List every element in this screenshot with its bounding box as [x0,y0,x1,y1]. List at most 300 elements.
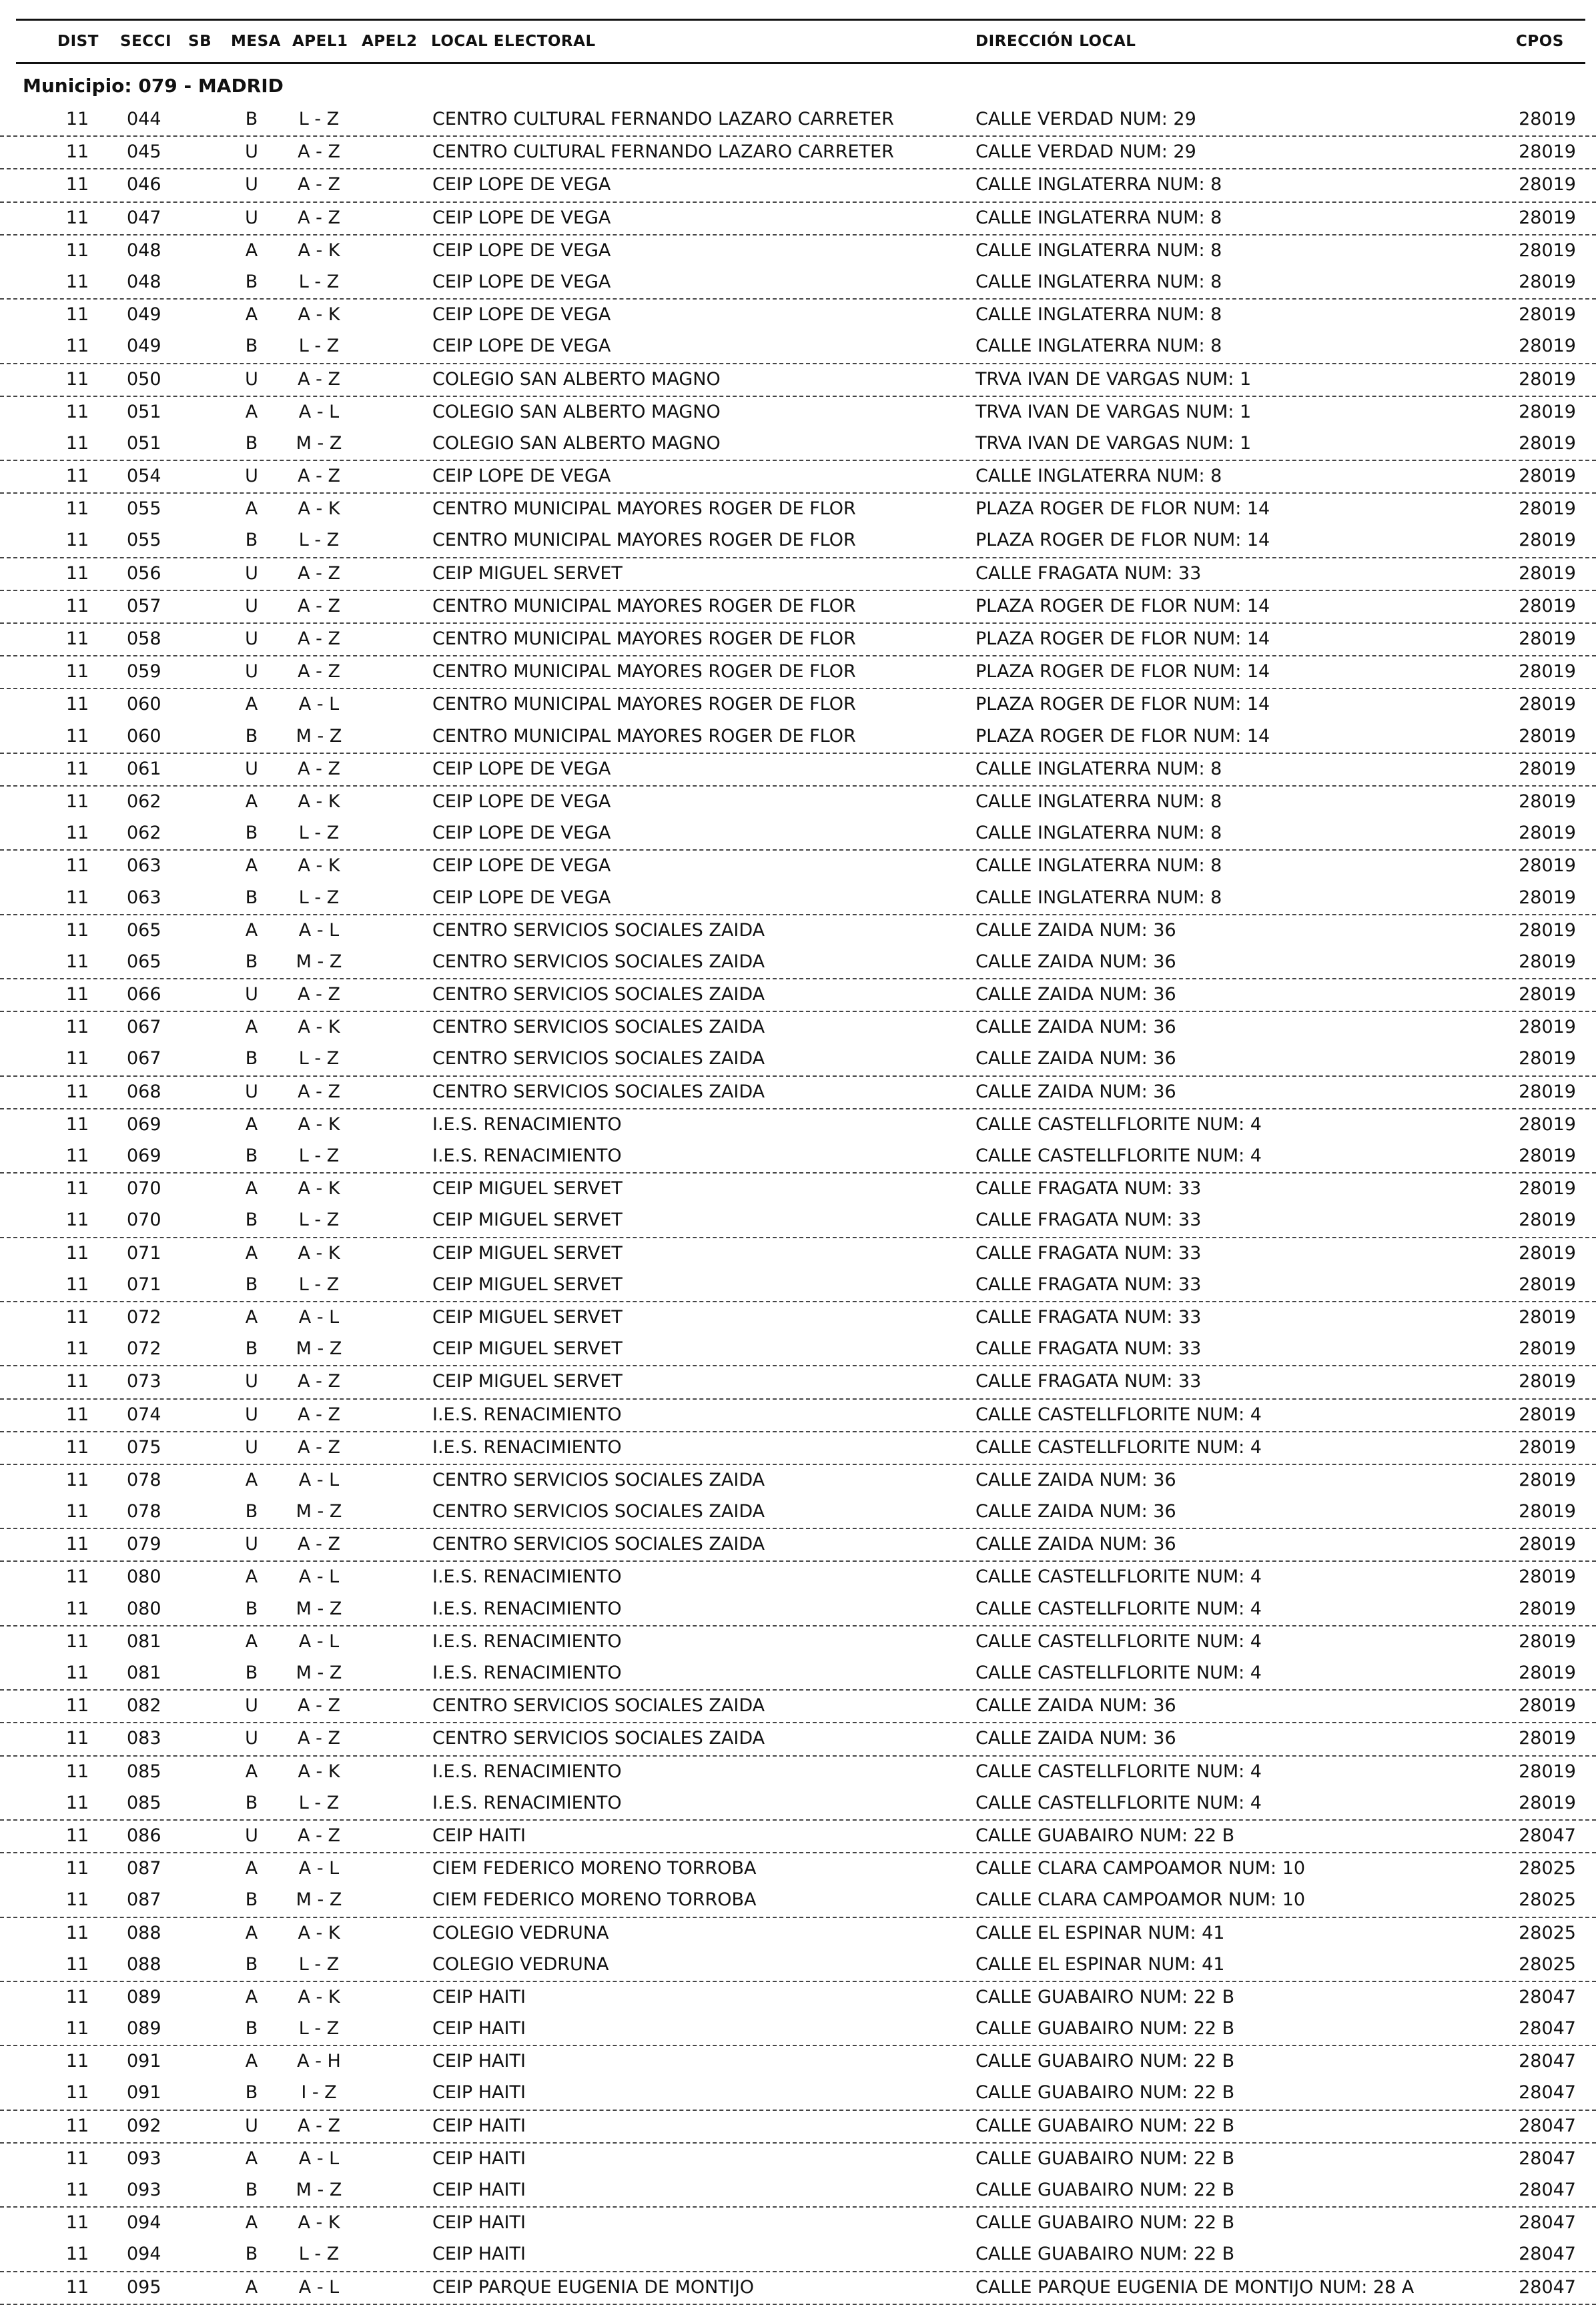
table-row [0,851,1596,882]
cell-apel: A - K [298,1113,340,1135]
cell-dist: 11 [65,855,89,877]
cell-direccion: CALLE CASTELLFLORITE NUM: 4 [975,1598,1262,1619]
table-row [0,1174,1596,1205]
cell-apel: L - Z [298,1274,340,1295]
cell-secci: 050 [127,368,161,390]
cell-cpos: 28025 [1519,1889,1576,1911]
cell-mesa: U [245,984,258,1005]
cell-local: I.E.S. RENACIMIENTO [432,1761,622,1782]
cell-cpos: 28019 [1519,1113,1576,1135]
cell-direccion: PLAZA ROGER DE FLOR NUM: 14 [975,628,1270,649]
table-row [0,267,1596,300]
cell-mesa: B [245,1953,258,1975]
cell-apel: M - Z [296,432,342,454]
cell-dist: 11 [65,401,89,422]
table-row [0,1723,1596,1756]
cell-apel: L - Z [298,1048,340,1069]
cell-secci: 062 [127,791,161,812]
cell-local: CEIP HAITI [432,2180,526,2200]
cell-direccion: CALLE INGLATERRA NUM: 8 [975,758,1222,779]
cell-mesa: U [245,1371,258,1392]
cell-secci: 069 [127,1113,161,1135]
cell-local: CENTRO SERVICIOS SOCIALES ZAIDA [432,1081,765,1102]
table-row [0,1496,1596,1529]
cell-dist: 11 [65,2018,89,2039]
cell-local: I.E.S. RENACIMIENTO [432,1436,622,1458]
cell-mesa: A [245,2212,258,2234]
cell-secci: 054 [127,466,161,487]
cell-apel: L - Z [298,1953,340,1975]
cell-apel: A - Z [298,1404,340,1425]
table-row [0,2046,1596,2078]
cell-dist: 11 [65,1017,89,1038]
cell-secci: 069 [127,1145,161,1166]
cell-local: I.E.S. RENACIMIENTO [432,1792,622,1813]
cell-mesa: B [245,725,258,747]
cell-mesa: B [245,1145,258,1166]
cell-local: I.E.S. RENACIMIENTO [432,1566,622,1588]
cell-mesa: A [245,1017,258,1038]
cell-dist: 11 [65,1081,89,1102]
cell-apel: A - Z [298,1081,340,1102]
cell-dist: 11 [65,368,89,390]
cell-secci: 060 [127,725,161,747]
table-row [0,2144,1596,2175]
table-row [0,364,1596,397]
cell-mesa: B [245,2244,258,2265]
cell-secci: 044 [127,109,161,129]
cell-mesa: B [245,823,258,844]
cell-local: I.E.S. RENACIMIENTO [432,1113,622,1135]
cell-dist: 11 [65,951,89,972]
cell-secci: 057 [127,595,161,616]
cell-cpos: 28019 [1519,1048,1576,1069]
cell-secci: 087 [127,1858,161,1879]
cell-direccion: CALLE INGLATERRA NUM: 8 [975,207,1222,228]
table-row [0,1465,1596,1496]
cell-secci: 078 [127,1469,161,1490]
table-row [0,2208,1596,2239]
table-row [0,1205,1596,1238]
cell-cpos: 28019 [1519,240,1576,261]
table-row [0,1918,1596,1949]
cell-dist: 11 [65,1922,89,1943]
cell-mesa: U [245,661,258,682]
cell-apel: I - Z [301,2082,337,2104]
cell-secci: 060 [127,694,161,715]
cell-mesa: U [245,466,258,487]
cell-local: COLEGIO VEDRUNA [432,1922,609,1943]
cell-secci: 056 [127,562,161,584]
cell-direccion: CALLE CLARA CAMPOAMOR NUM: 10 [975,1858,1306,1879]
cell-cpos: 28019 [1519,1695,1576,1717]
cell-local: CEIP LOPE DE VEGA [432,336,611,357]
cell-apel: A - L [298,919,340,941]
cell-mesa: U [245,1728,258,1749]
cell-direccion: CALLE CLARA CAMPOAMOR NUM: 10 [975,1889,1306,1911]
cell-cpos: 28019 [1519,109,1576,129]
cell-local: CENTRO MUNICIPAL MAYORES ROGER DE FLOR [432,498,856,520]
cell-dist: 11 [65,271,89,292]
cell-secci: 092 [127,2115,161,2136]
cell-local: CIEM FEDERICO MORENO TORROBA [432,1858,757,1879]
cell-secci: 048 [127,271,161,292]
cell-local: CEIP MIGUEL SERVET [432,1178,623,1200]
cell-local: CEIP HAITI [432,1986,526,2007]
cell-direccion: CALLE FRAGATA NUM: 33 [975,1306,1202,1328]
cell-local: I.E.S. RENACIMIENTO [432,1663,622,1683]
cell-direccion: CALLE ZAIDA NUM: 36 [975,951,1176,972]
cell-dist: 11 [65,141,89,163]
cell-cpos: 28047 [1519,2276,1576,2298]
cell-mesa: B [245,1338,258,1360]
cell-cpos: 28019 [1519,466,1576,487]
cell-local: CENTRO MUNICIPAL MAYORES ROGER DE FLOR [432,661,856,682]
cell-apel: M - Z [296,1598,342,1619]
cell-local: CEIP LOPE DE VEGA [432,823,611,844]
table-row [0,1302,1596,1334]
cell-dist: 11 [65,919,89,941]
cell-mesa: U [245,1825,258,1846]
table-row [0,754,1596,787]
table-row [0,236,1596,267]
cell-local: CEIP HAITI [432,2115,526,2136]
cell-cpos: 28019 [1519,887,1576,908]
cell-local: CENTRO SERVICIOS SOCIALES ZAIDA [432,984,765,1005]
cell-secci: 051 [127,432,161,454]
cell-secci: 088 [127,1922,161,1943]
cell-dist: 11 [65,628,89,649]
cell-secci: 079 [127,1534,161,1555]
cell-dist: 11 [65,2115,89,2136]
table-row [0,2111,1596,2144]
cell-apel: A - L [298,1566,340,1588]
cell-direccion: CALLE FRAGATA NUM: 33 [975,1274,1202,1295]
cell-apel: L - Z [298,1210,340,1231]
cell-secci: 088 [127,1953,161,1975]
header-sb: SB [188,33,212,50]
table-row [0,1757,1596,1788]
cell-apel: L - Z [298,2018,340,2039]
cell-direccion: CALLE INGLATERRA NUM: 8 [975,791,1222,812]
cell-mesa: B [245,2018,258,2039]
header-local: LOCAL ELECTORAL [431,33,596,50]
cell-mesa: B [245,1663,258,1683]
cell-local: I.E.S. RENACIMIENTO [432,1631,622,1652]
cell-secci: 089 [127,2018,161,2039]
cell-local: CEIP HAITI [432,2212,526,2234]
cell-apel: A - Z [298,628,340,649]
cell-dist: 11 [65,1858,89,1879]
table-row [0,591,1596,624]
cell-dist: 11 [65,1210,89,1231]
cell-dist: 11 [65,2276,89,2298]
header-secci: SECCI [120,33,172,50]
cell-apel: A - Z [298,1695,340,1717]
cell-local: CEIP MIGUEL SERVET [432,562,623,584]
cell-mesa: U [245,141,258,163]
cell-dist: 11 [65,240,89,261]
cell-mesa: B [245,1048,258,1069]
cell-secci: 072 [127,1306,161,1328]
cell-cpos: 28019 [1519,368,1576,390]
cell-dist: 11 [65,1695,89,1717]
cell-apel: M - Z [296,1501,342,1522]
cell-secci: 055 [127,530,161,551]
cell-apel: M - Z [296,1889,342,1911]
cell-secci: 078 [127,1501,161,1522]
cell-dist: 11 [65,2244,89,2265]
cell-local: CEIP MIGUEL SERVET [432,1371,623,1392]
cell-apel: M - Z [296,1338,342,1360]
cell-dist: 11 [65,823,89,844]
cell-local: I.E.S. RENACIMIENTO [432,1404,622,1425]
cell-local: CENTRO SERVICIOS SOCIALES ZAIDA [432,1017,765,1038]
cell-secci: 080 [127,1566,161,1588]
cell-mesa: A [245,1178,258,1200]
cell-cpos: 28019 [1519,919,1576,941]
cell-cpos: 28019 [1519,823,1576,844]
cell-mesa: B [245,1889,258,1911]
cell-mesa: U [245,1404,258,1425]
cell-direccion: CALLE INGLATERRA NUM: 8 [975,174,1222,195]
cell-apel: A - L [298,1631,340,1652]
cell-direccion: CALLE INGLATERRA NUM: 8 [975,240,1222,261]
cell-dist: 11 [65,1598,89,1619]
cell-secci: 059 [127,661,161,682]
cell-direccion: CALLE ZAIDA NUM: 36 [975,984,1176,1005]
cell-mesa: U [245,628,258,649]
cell-cpos: 28019 [1519,1371,1576,1392]
cell-direccion: PLAZA ROGER DE FLOR NUM: 14 [975,694,1270,715]
cell-local: CENTRO SERVICIOS SOCIALES ZAIDA [432,1695,765,1717]
cell-mesa: B [245,2180,258,2200]
cell-dist: 11 [65,1048,89,1069]
cell-apel: A - K [298,855,340,877]
cell-local: CENTRO SERVICIOS SOCIALES ZAIDA [432,1728,765,1749]
cell-mesa: U [245,758,258,779]
cell-direccion: CALLE CASTELLFLORITE NUM: 4 [975,1436,1262,1458]
table-row [0,1400,1596,1432]
cell-local: CIEM FEDERICO MORENO TORROBA [432,1889,757,1911]
cell-dist: 11 [65,498,89,520]
cell-cpos: 28019 [1519,1501,1576,1522]
cell-secci: 081 [127,1631,161,1652]
cell-mesa: U [245,1081,258,1102]
cell-apel: A - L [298,694,340,715]
cell-direccion: CALLE ZAIDA NUM: 36 [975,919,1176,941]
cell-secci: 091 [127,2082,161,2104]
cell-secci: 047 [127,207,161,228]
cell-local: CEIP HAITI [432,1825,526,1846]
cell-dist: 11 [65,1469,89,1490]
cell-mesa: A [245,1986,258,2007]
cell-secci: 068 [127,1081,161,1102]
cell-dist: 11 [65,2180,89,2200]
cell-local: CENTRO SERVICIOS SOCIALES ZAIDA [432,919,765,941]
cell-local: CEIP LOPE DE VEGA [432,207,611,228]
cell-dist: 11 [65,725,89,747]
table-row [0,1658,1596,1691]
cell-cpos: 28019 [1519,141,1576,163]
cell-apel: A - Z [298,661,340,682]
cell-direccion: CALLE GUABAIRO NUM: 22 B [975,2244,1235,2265]
cell-apel: A - K [298,240,340,261]
cell-local: CEIP LOPE DE VEGA [432,791,611,812]
cell-direccion: CALLE ZAIDA NUM: 36 [975,1501,1176,1522]
cell-cpos: 28019 [1519,855,1576,877]
cell-direccion: CALLE FRAGATA NUM: 33 [975,562,1202,584]
cell-cpos: 28019 [1519,304,1576,326]
cell-apel: A - Z [298,207,340,228]
header-direccion: DIRECCIÓN LOCAL [975,33,1136,50]
table-row [0,947,1596,979]
cell-direccion: CALLE ZAIDA NUM: 36 [975,1469,1176,1490]
cell-mesa: U [245,1436,258,1458]
cell-local: CENTRO SERVICIOS SOCIALES ZAIDA [432,1534,765,1555]
cell-dist: 11 [65,1986,89,2007]
cell-apel: A - K [298,304,340,326]
cell-secci: 086 [127,1825,161,1846]
cell-direccion: CALLE CASTELLFLORITE NUM: 4 [975,1792,1262,1813]
cell-dist: 11 [65,2148,89,2169]
cell-dist: 11 [65,1761,89,1782]
cell-local: CEIP MIGUEL SERVET [432,1306,623,1328]
cell-apel: L - Z [298,109,340,129]
cell-dist: 11 [65,174,89,195]
cell-mesa: A [245,1761,258,1782]
table-row [0,1043,1596,1076]
cell-local: COLEGIO VEDRUNA [432,1953,609,1975]
cell-cpos: 28019 [1519,1306,1576,1328]
table-row [0,1885,1596,1917]
cell-mesa: A [245,1113,258,1135]
cell-secci: 083 [127,1728,161,1749]
table-row [0,203,1596,236]
cell-local: CEIP HAITI [432,2082,526,2104]
cell-cpos: 28019 [1519,661,1576,682]
table-row [0,915,1596,947]
cell-direccion: CALLE ZAIDA NUM: 36 [975,1534,1176,1555]
cell-mesa: A [245,2276,258,2298]
table-row [0,1949,1596,1982]
cell-dist: 11 [65,1566,89,1588]
cell-mesa: B [245,887,258,908]
cell-cpos: 28019 [1519,758,1576,779]
cell-local: CENTRO MUNICIPAL MAYORES ROGER DE FLOR [432,725,856,747]
cell-direccion: CALLE CASTELLFLORITE NUM: 4 [975,1113,1262,1135]
cell-cpos: 28019 [1519,791,1576,812]
header-apel1: APEL1 [292,33,348,50]
cell-local: CENTRO MUNICIPAL MAYORES ROGER DE FLOR [432,595,856,616]
cell-cpos: 28019 [1519,336,1576,357]
cell-cpos: 28019 [1519,1210,1576,1231]
table-row [0,787,1596,818]
cell-dist: 11 [65,1663,89,1683]
cell-cpos: 28019 [1519,1338,1576,1360]
cell-local: CENTRO SERVICIOS SOCIALES ZAIDA [432,951,765,972]
cell-dist: 11 [65,694,89,715]
cell-secci: 062 [127,823,161,844]
table-body [0,104,1596,2305]
cell-mesa: A [245,1631,258,1652]
cell-direccion: CALLE INGLATERRA NUM: 8 [975,823,1222,844]
cell-direccion: CALLE INGLATERRA NUM: 8 [975,887,1222,908]
cell-dist: 11 [65,984,89,1005]
cell-cpos: 28019 [1519,1663,1576,1683]
cell-secci: 085 [127,1792,161,1813]
cell-secci: 055 [127,498,161,520]
cell-direccion: PLAZA ROGER DE FLOR NUM: 14 [975,530,1270,551]
cell-local: CENTRO CULTURAL FERNANDO LAZARO CARRETER [432,141,894,163]
cell-cpos: 28019 [1519,694,1576,715]
header-mesa: MESA [231,33,281,50]
cell-cpos: 28019 [1519,1081,1576,1102]
cell-mesa: A [245,919,258,941]
cell-mesa: B [245,2082,258,2104]
table-row [0,300,1596,331]
table-row [0,1594,1596,1627]
cell-dist: 11 [65,887,89,908]
cell-direccion: CALLE ZAIDA NUM: 36 [975,1017,1176,1038]
cell-local: COLEGIO SAN ALBERTO MAGNO [432,368,721,390]
cell-cpos: 28019 [1519,1274,1576,1295]
cell-direccion: CALLE GUABAIRO NUM: 22 B [975,1825,1235,1846]
cell-direccion: CALLE PARQUE EUGENIA DE MONTIJO NUM: 28 A [975,2276,1415,2298]
cell-apel: A - Z [298,1436,340,1458]
cell-secci: 061 [127,758,161,779]
municipio-title: Municipio: 079 - MADRID [23,75,284,97]
cell-secci: 094 [127,2244,161,2265]
cell-secci: 071 [127,1274,161,1295]
table-row [0,1077,1596,1109]
cell-cpos: 28019 [1519,1761,1576,1782]
cell-direccion: CALLE GUABAIRO NUM: 22 B [975,2180,1235,2200]
cell-local: CEIP PARQUE EUGENIA DE MONTIJO [432,2276,755,2298]
table-row [0,1432,1596,1465]
cell-dist: 11 [65,2212,89,2234]
cell-cpos: 28025 [1519,1922,1576,1943]
cell-mesa: U [245,562,258,584]
cell-cpos: 28019 [1519,1631,1576,1652]
table-row [0,818,1596,851]
cell-secci: 082 [127,1695,161,1717]
cell-direccion: PLAZA ROGER DE FLOR NUM: 14 [975,498,1270,520]
cell-mesa: A [245,694,258,715]
cell-cpos: 28019 [1519,725,1576,747]
cell-mesa: A [245,498,258,520]
cell-direccion: CALLE VERDAD NUM: 29 [975,109,1196,129]
cell-mesa: A [245,1858,258,1879]
cell-apel: A - L [298,401,340,422]
cell-direccion: PLAZA ROGER DE FLOR NUM: 14 [975,725,1270,747]
cell-direccion: CALLE VERDAD NUM: 29 [975,141,1196,163]
cell-secci: 067 [127,1017,161,1038]
cell-mesa: A [245,855,258,877]
cell-secci: 049 [127,304,161,326]
cell-dist: 11 [65,1178,89,1200]
cell-secci: 074 [127,1404,161,1425]
cell-apel: A - K [298,1178,340,1200]
cell-mesa: U [245,2115,258,2136]
cell-secci: 070 [127,1210,161,1231]
cell-cpos: 28025 [1519,1858,1576,1879]
cell-apel: A - Z [298,562,340,584]
cell-apel: M - Z [296,725,342,747]
table-row [0,525,1596,558]
cell-dist: 11 [65,1371,89,1392]
cell-mesa: A [245,1306,258,1328]
